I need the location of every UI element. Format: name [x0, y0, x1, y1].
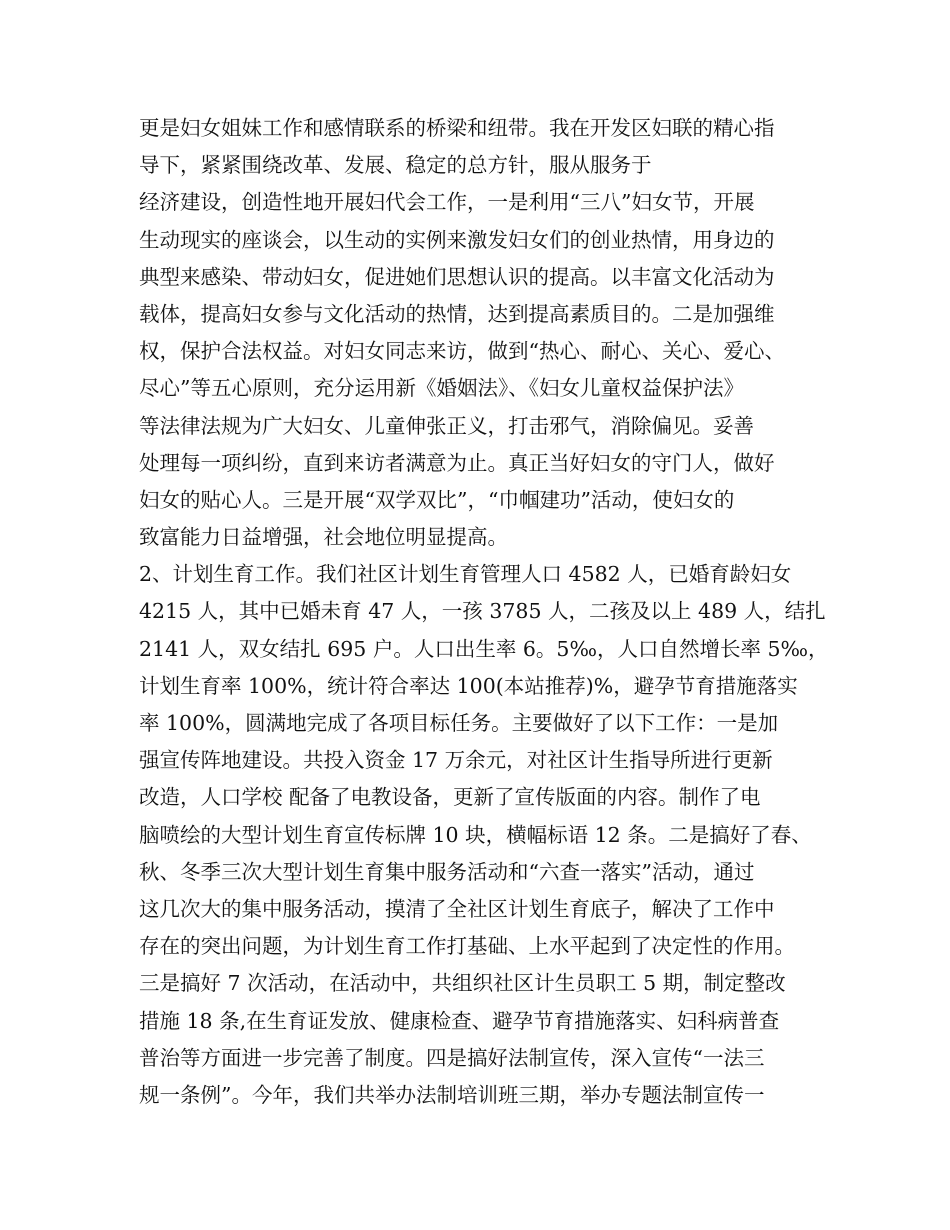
text-line: 普治等方面进一步完善了制度。四是搞好法制宣传，深入宣传“一法三	[139, 1045, 765, 1070]
text-line: 2141 人，双女结扎 695 户。人口出生率 6。5‰，人口自然增长率 5‰，	[139, 636, 829, 661]
text-line: 4215 人，其中已婚未育 47 人，一孩 3785 人，二孩及以上 489 人，结扎	[139, 599, 826, 624]
text-line: 强宣传阵地建设。共投入资金 17 万余元，对社区计生指导所进行更新	[139, 748, 773, 773]
text-line: 妇女的贴心人。三是开展“双学双比”，“巾帼建功”活动，使妇女的	[139, 487, 735, 512]
body-text	[139, 110, 839, 1114]
text-line: 更是妇女姐妹工作和感情联系的桥梁和纽带。我在开发区妇联的精心指	[139, 116, 775, 140]
text-line: 导下，紧紧围绕改革、发展、稳定的总方针，服从服务于	[139, 153, 652, 178]
text-line: 存在的突出问题，为计划生育工作打基础、上水平起到了决定性的作用。	[139, 934, 795, 959]
text-line: 秋、冬季三次大型计划生育集中服务活动和“六查一落实”活动，通过	[139, 859, 755, 884]
text-line: 经济建设，创造性地开展妇代会工作，一是利用“三八”妇女节，开展	[139, 190, 755, 215]
text-line: 尽心”等五心原则，充分运用新《婚姻法》、《妇女儿童权益保护法》	[139, 376, 744, 401]
text-line: 权，保护合法权益。对妇女同志来访，做到“热心、耐心、关心、爱心、	[139, 339, 785, 364]
text-line: 致富能力日益增强，社会地位明显提高。	[139, 525, 508, 550]
text-line: 这几次大的集中服务活动，摸清了全社区计划生育底子，解决了工作中	[139, 896, 775, 921]
text-line: 生动现实的座谈会，以生动的实例来激发妇女们的创业热情，用身边的	[139, 227, 775, 252]
text-line: 典型来感染、带动妇女，促进她们思想认识的提高。以丰富文化活动为	[139, 264, 775, 289]
text-line: 等法律法规为广大妇女、儿童伸张正义，打击邪气，消除偏见。妥善	[139, 413, 754, 438]
text-line: 2、计划生育工作。我们社区计划生育管理人口 4582 人，已婚育龄妇女	[139, 562, 792, 587]
text-line: 载体，提高妇女参与文化活动的热情，达到提高素质目的。二是加强维	[139, 301, 775, 326]
text-line: 改造，人口学校 配备了电教设备，更新了宣传版面的内容。制作了电	[139, 785, 761, 810]
text-line: 三是搞好 7 次活动，在活动中，共组织社区计生员职工 5 期，制定整改	[139, 971, 786, 996]
text-line: 处理每一项纠纷，直到来访者满意为止。真正当好妇女的守门人，做好	[139, 450, 775, 475]
text-line: 计划生育率 100%，统计符合率达 100(本站推荐)%，避孕节育措施落实	[139, 673, 798, 698]
text-line: 规一条例”。今年，我们共举办法制培训班三期，举办专题法制宣传一	[139, 1082, 765, 1107]
text-line: 措施 18 条,在生育证发放、健康检查、避孕节育措施落实、妇科病普查	[139, 1008, 780, 1033]
text-line: 率 100%，圆满地完成了各项目标任务。主要做好了以下工作：一是加	[139, 711, 779, 735]
text-line: 脑喷绘的大型计划生育宣传标牌 10 块，横幅标语 12 条。二是搞好了春、	[139, 822, 812, 847]
